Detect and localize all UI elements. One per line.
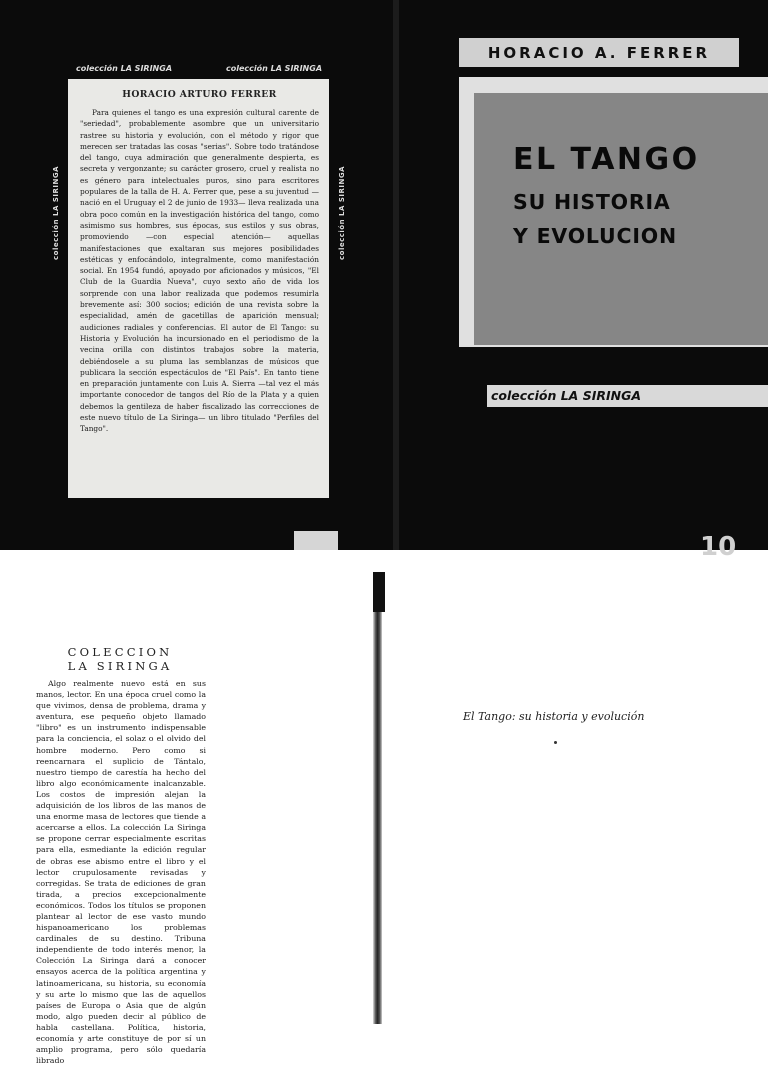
- collection-band: [487, 385, 768, 407]
- title-panel: [474, 93, 768, 345]
- collection-intro-text: Algo realmente nuevo está en sus manos, lector. En una época cruel como la que vivimos, densa de problema, drama y aventura, ese pequeño objeto llamado "libro" es un instrumento indispensable para la conciencia, el solaz o el olvido del hombre moderno. Pero como si reencarnara el suplicio de Tántalo, nuestro tiempo de carestía ha hecho del libro algo económicamente inalcanzable. Los costos de impresión alejan la adquisición de los libros de las manos de una enorme masa de lectores que tiende a acercarse a ellos. La colección La Siringa se propone cerrar especialmente escritas para ella, esmediante la edición regular de obras ese abismo entre el libro y el lector crupulosamente revisadas y corregidas. Se trata de ediciones de gran tirada, a precios excepcionalmente económicos. Todos los títulos se proponen plantear al lector de ese vasto mundo hispanoamericano los problemas cardinales de su destino. Tribuna independiente de todo interés menor, la Colección La Siringa dará a conocer ensayos acerca de la política argentina y latinoamericana, su historia, su economía y su arte lo mismo que las de aquellos países de Europa o Asia que de algún modo, algo pueden decir al público de habla castellana. Política, historia, economía y arte constituye de por sí un amplio programa, pero sólo quedaría librado: [36, 679, 206, 1066]
- series-header-left: colección LA SIRINGA: [76, 64, 173, 73]
- book-spine: [393, 0, 399, 550]
- collection-intro: [36, 678, 206, 1066]
- gutter-shadow: [373, 572, 385, 612]
- spine-label-left: colección LA SIRINGA: [52, 165, 60, 260]
- cover-subtitle-line2: Y EVOLUCION: [513, 224, 677, 248]
- cover-author: HORACIO A. FERRER: [459, 38, 739, 67]
- page-gutter: [373, 572, 382, 1024]
- volume-number: 10: [700, 532, 737, 562]
- collection-label: colección LA SIRINGA: [491, 388, 642, 403]
- author-blurb: [68, 79, 329, 498]
- ornament-dot: [554, 741, 557, 744]
- blurb-text: Para quienes el tango es una expresión cultural carente de "seriedad", probablemente asombre que un universitario rastree su historia y evolución, con el método y rigor que merecen ser tratadas las cosas "serias". Sobre todo tratándose del tango, cuya admiración que generalmente despierta, es secreta y vergonzante; su carácter grosero, cruel y realista no es género para intelectuales puros, sino para escritores populares de la talla de H. A. Ferrer que, pese a su juventud —nació en el Uruguay el 2 de junio de 1933— lleva realizada una obra poco común en la investigación histórica del tango, como asimismo sus hombres, sus épocas, sus estilos y sus obras, promoviendo —con especial atención— aquellas manifestaciones que exaltaran sus mejores posibilidades estéticas y enfocándolo, integralmente, como manifestación social. En 1954 fundó, apoyado por aficionados y músicos, "El Club de la Guardia Nueva", cuyo sexto año de vida los sorprende con una labor realizada que podemos resumirla brevemente así: 300 socios; edición de una revista sobre la especialidad, amén de gacetillas de aparición mensual; audiciones radiales y conferencias. El autor de El Tango: su Historia y Evolución ha incursionado en el periodismo de la vecina orilla con distintos trabajos sobre la materia, debiéndosele a su pluma las semblanzas de músicos que publicara la sección espectáculos de "El País". En tanto tiene en preparación juntamente con Luis A. Sierra —tal vez el más importante conocedor de tangos del Río de la Plata y a quien debemos la gentileza de haber fiscalizado las correcciones de este nuevo título de La Siringa— un libro titulado "Perfiles del Tango".: [80, 108, 319, 434]
- back-cover-tab: [294, 531, 338, 550]
- collection-heading-line2: LA SIRINGA: [67, 659, 173, 673]
- spine-label-right: colección LA SIRINGA: [338, 165, 346, 260]
- cover-subtitle-line1: SU HISTORIA: [513, 190, 671, 214]
- half-title: El Tango: su historia y evolución: [463, 710, 645, 723]
- blurb-title: HORACIO ARTURO FERRER: [122, 89, 277, 100]
- cover-title: EL TANGO: [513, 142, 700, 177]
- collection-heading-line1: COLECCION: [67, 645, 173, 659]
- series-header-right: colección LA SIRINGA: [226, 64, 323, 73]
